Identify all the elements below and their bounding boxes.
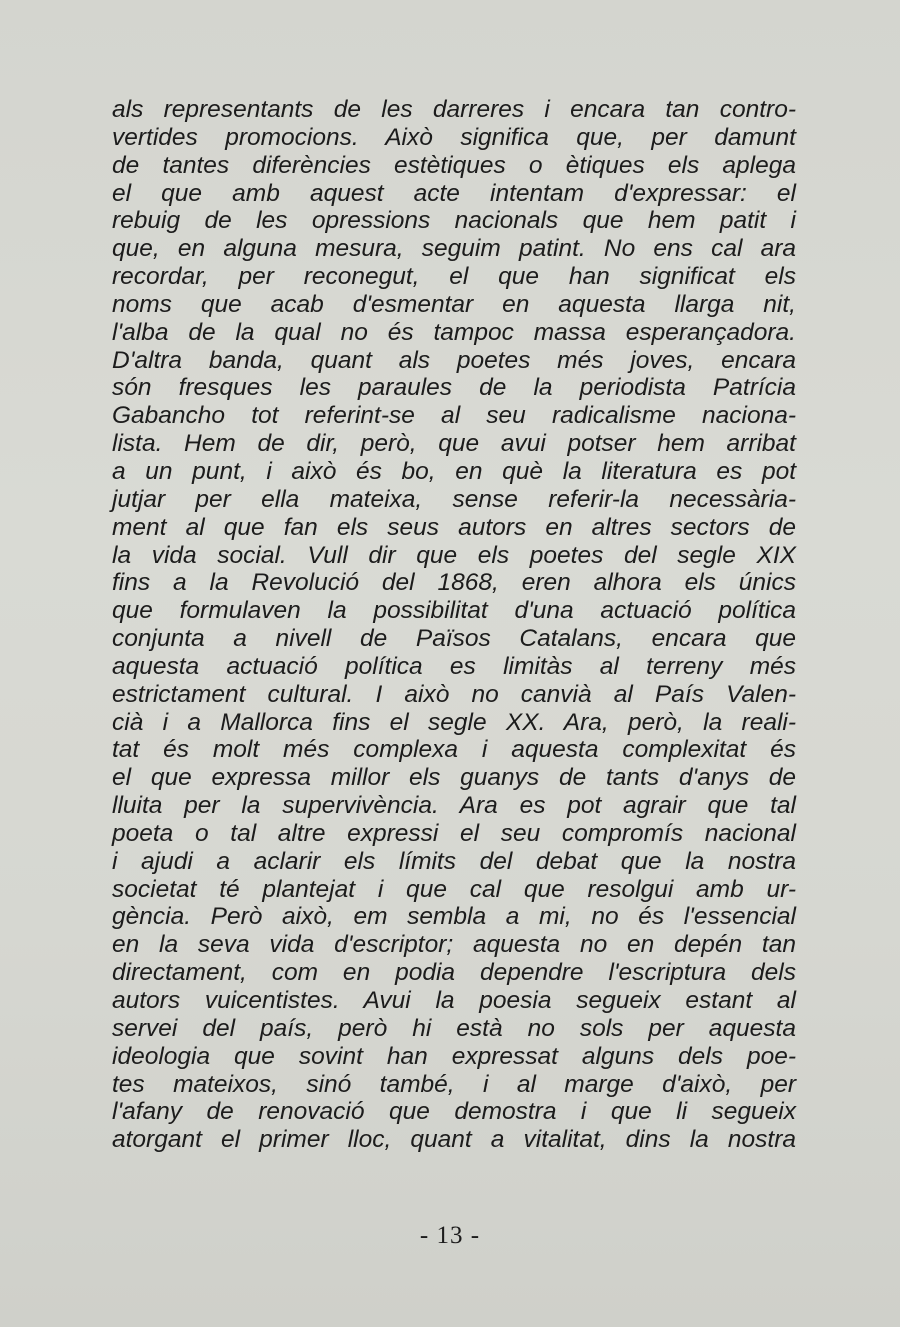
text-line: a un punt, i això és bo, en què la literatura es pot: [112, 457, 796, 485]
text-line: en la seva vida d'escriptor; aquesta no en depén tan: [112, 931, 796, 959]
text-line: poeta o tal altre expressi el seu compromís nacional: [112, 819, 796, 847]
text-line: de tantes diferències estètiques o ètiques els aplega: [112, 151, 796, 179]
text-line: jutjar per ella mateixa, sense referir-la necessària-: [112, 485, 796, 513]
text-line: atorgant el primer lloc, quant a vitalitat, dins la nostra: [112, 1126, 796, 1154]
text-line: ideologia que sovint han expressat alguns dels poe-: [112, 1042, 796, 1070]
text-line: tes mateixos, sinó també, i al marge d'això, per: [112, 1070, 796, 1098]
text-line: noms que acab d'esmentar en aquesta llarga nit,: [112, 290, 796, 318]
text-line: servei del país, però hi està no sols per aquesta: [112, 1014, 796, 1042]
text-line: el que amb aquest acte intentam d'expressar: el: [112, 179, 796, 207]
text-line: autors vuicentistes. Avui la poesia segueix estant al: [112, 987, 796, 1014]
text-line: l'afany de renovació que demostra i que li segueix: [112, 1098, 796, 1126]
text-line: fins a la Revolució del 1868, eren alhora els únics: [112, 569, 796, 597]
text-line: D'altra banda, quant als poetes més joves, encara: [112, 346, 796, 374]
text-line: que formulaven la possibilitat d'una actuació política: [112, 597, 796, 625]
body-text: [112, 96, 796, 1154]
text-line: la vida social. Vull dir que els poetes del segle XIX: [112, 541, 796, 569]
text-line: són fresques les paraules de la periodista Patrícia: [112, 374, 796, 402]
text-line: lluita per la supervivència. Ara es pot agrair que tal: [112, 792, 796, 820]
text-line: i ajudi a aclarir els límits del debat que la nostra: [112, 847, 796, 875]
text-line: que, en alguna mesura, seguim patint. No ens cal ara: [112, 235, 796, 263]
text-line: rebuig de les opressions nacionals que hem patit i: [112, 207, 796, 235]
text-line: gència. Però això, em sembla a mi, no és l'essencial: [112, 903, 796, 931]
text-line: estrictament cultural. I això no canvià al País Valen-: [112, 680, 796, 708]
text-line: tat és molt més complexa i aquesta complexitat és: [112, 736, 796, 764]
text-line: recordar, per reconegut, el que han significat els: [112, 263, 796, 291]
text-line: Gabancho tot referint-se al seu radicalisme naciona-: [112, 402, 796, 430]
text-line: directament, com en podia dependre l'escriptura dels: [112, 959, 796, 987]
text-line: conjunta a nivell de Països Catalans, encara que: [112, 625, 796, 653]
text-line: l'alba de la qual no és tampoc massa esperançadora.: [112, 318, 796, 346]
text-line: ment al que fan els seus autors en altres sectors de: [112, 513, 796, 541]
text-line: lista. Hem de dir, però, que avui potser hem arribat: [112, 430, 796, 458]
page-number: - 13 -: [419, 1222, 481, 1249]
text-line: vertides promocions. Això significa que, per damunt: [112, 123, 796, 151]
text-line: aquesta actuació política es limitàs al terreny més: [112, 652, 796, 680]
text-line: el que expressa millor els guanys de tants d'anys de: [112, 764, 796, 792]
text-line: societat té plantejat i que cal que resolgui amb ur-: [112, 875, 796, 903]
text-line: cià i a Mallorca fins el segle XX. Ara, però, la reali-: [112, 708, 796, 736]
text-line: als representants de les darreres i encara tan contro-: [112, 96, 796, 123]
